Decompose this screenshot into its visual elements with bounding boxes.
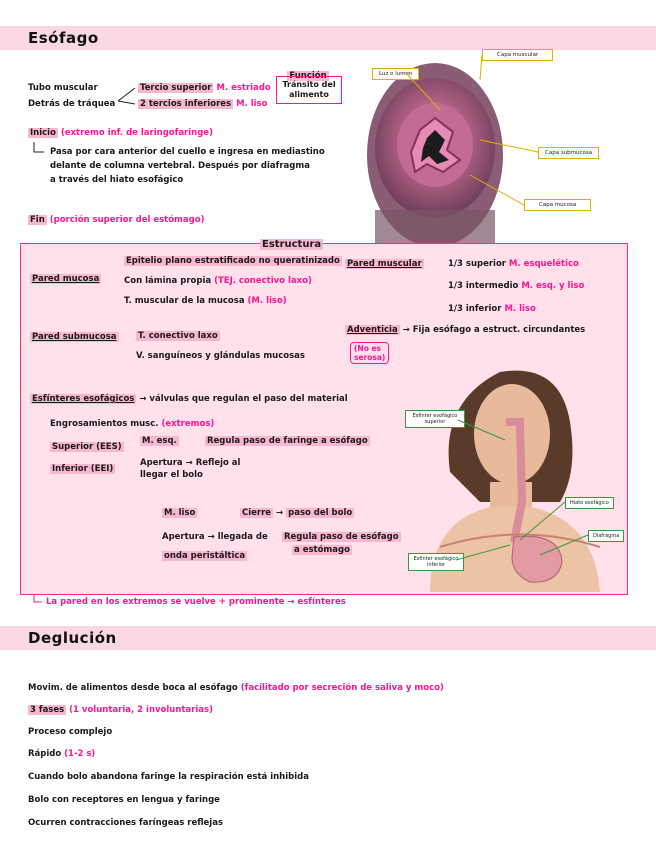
apertura-2: Apertura → llegada de	[162, 532, 268, 542]
pared-muscular-label: Pared muscular	[347, 259, 422, 269]
deglucion-line-7: Ocurren contracciones faríngeas reflejas	[28, 818, 223, 828]
inf-reflejo-2: llegar el bolo	[140, 470, 203, 480]
muscular-item-2: 1/3 intermedio M. esq. y liso	[448, 281, 585, 291]
funcion-title: Función	[289, 71, 327, 81]
adventicia-note-2: serosa)	[354, 353, 386, 362]
inf-apertura: Apertura → Reflejo al	[140, 458, 241, 468]
regula-estomago: a estómago	[294, 545, 350, 555]
mucosa-item-1: Epitelio plano estratificado no queratinizado	[126, 256, 340, 266]
estructura-footer-note: La pared en los extremos se vuelve + prominente → esfínteres	[46, 597, 346, 607]
deglucion-line-4: Rápido (1-2 s)	[28, 749, 96, 759]
pared-submucosa-label: Pared submucosa	[32, 332, 117, 342]
m-liso: M. liso	[164, 508, 196, 518]
pared-mucosa-label: Pared mucosa	[32, 274, 100, 284]
inicio: Inicio (extremo inf. de laringofaringe)	[30, 128, 213, 138]
detras-traquea: Detrás de tráquea	[28, 99, 116, 109]
section-title-esofago: Esófago	[28, 29, 99, 47]
pasa-line-1: Pasa por cara anterior del cuello e ingresa en mediastino	[50, 147, 325, 157]
label-diafragma: Diafragma	[588, 530, 624, 542]
deglucion-line-5: Cuando bolo abandona faringe la respiración está inhibida	[28, 772, 309, 782]
label-esfinter-inf: Esfínter esofágico inferior	[408, 553, 464, 571]
muscular-item-1: 1/3 superior M. esquelético	[448, 259, 579, 269]
label-hiato: Hiato esofágico	[565, 497, 614, 509]
tercio-superior: Tercio superior M. estriado	[140, 83, 271, 93]
deglucion-line-2: 3 fases (1 voluntaria, 2 involuntarias)	[30, 705, 213, 715]
label-capa-mucosa: Capa mucosa	[524, 199, 591, 211]
submucosa-item-1: T. conectivo laxo	[138, 331, 218, 341]
deglucion-line-6: Bolo con receptores en lengua y faringe	[28, 795, 220, 805]
engrosamientos: Engrosamientos musc. (extremos)	[50, 419, 215, 429]
section-title-deglucion: Deglución	[28, 629, 117, 647]
regula-esofago: Regula paso de esófago	[284, 532, 399, 542]
pasa-line-2: delante de columna vertebral. Después por diafragma	[50, 161, 310, 171]
estructura-title: Estructura	[262, 239, 322, 250]
cierre: Cierre → paso del bolo	[242, 508, 353, 518]
mucosa-item-3: T. muscular de la mucosa (M. liso)	[124, 296, 287, 306]
deglucion-line-1: Movim. de alimentos desde boca al esófago (facilitado por secreción de saliva y moco)	[28, 683, 444, 693]
tercios-inferiores: 2 tercios inferiores M. liso	[140, 99, 268, 109]
label-capa-muscular: Capa muscular	[482, 49, 553, 61]
submucosa-item-2: V. sanguíneos y glándulas mucosas	[136, 351, 305, 361]
esfinter-inferior: Inferior (EEI)	[52, 464, 114, 474]
adventicia-label: Adventicia → Fija esófago a estruct. circundantes	[347, 325, 586, 335]
label-luz: Luz o lumen	[372, 68, 419, 80]
funcion-line-1: Tránsito del	[282, 80, 336, 89]
esfinter-superior: Superior (EES)	[52, 442, 122, 452]
deglucion-line-3: Proceso complejo	[28, 727, 113, 737]
label-esfinter-sup: Esfínter esofágico superior	[405, 410, 465, 428]
sup-m-esq: M. esq.	[142, 436, 177, 446]
sup-regula: Regula paso de faringe a esófago	[207, 436, 368, 446]
adventicia-note-1: (No es	[354, 344, 382, 353]
mucosa-item-2: Con lámina propia (TEJ. conectivo laxo)	[124, 276, 312, 286]
onda-peristaltica: onda peristáltica	[164, 551, 246, 561]
label-capa-submucosa: Capa submucosa	[538, 147, 599, 159]
fin: Fin (porción superior del estómago)	[30, 215, 205, 225]
muscular-item-3: 1/3 inferior M. liso	[448, 304, 536, 314]
pasa-line-3: a través del hiato esofágico	[50, 175, 184, 185]
tubo-muscular: Tubo muscular	[28, 83, 98, 93]
esfinteres-label: Esfínteres esofágicos → válvulas que regulan el paso del material	[32, 394, 348, 404]
funcion-line-2: alimento	[289, 90, 329, 99]
